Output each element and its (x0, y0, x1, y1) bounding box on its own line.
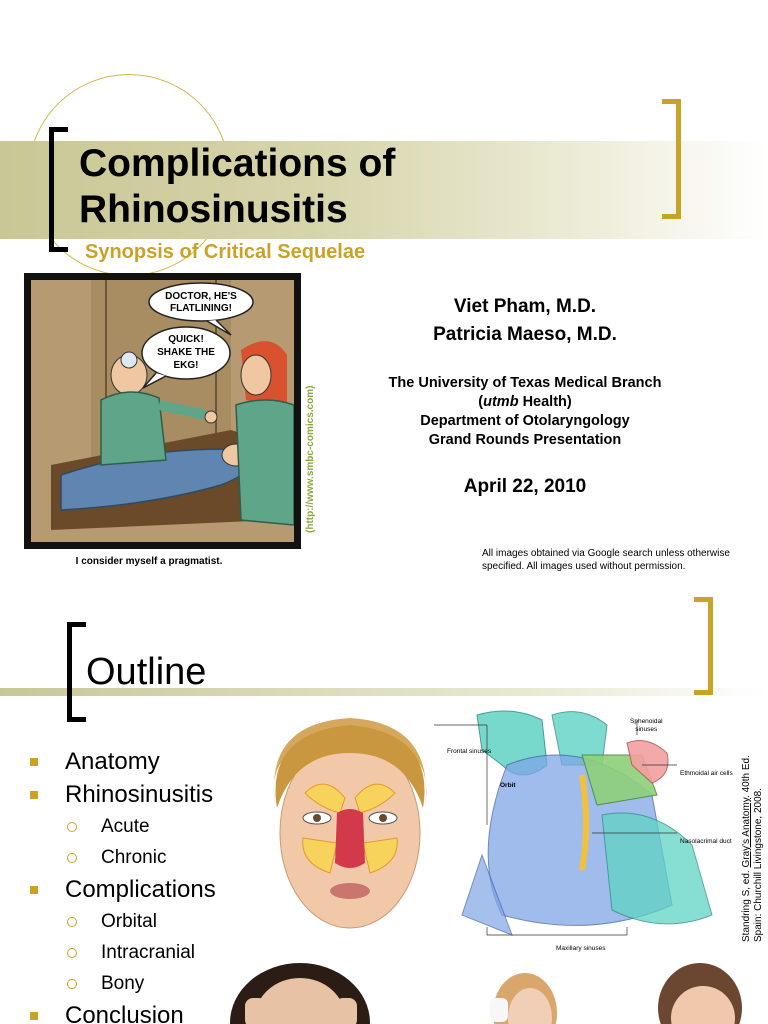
title-line-2: Rhinosinusitis (79, 188, 348, 231)
left-bracket (67, 622, 86, 722)
paren-open: ( (478, 394, 484, 410)
list-item (30, 778, 216, 811)
grays-anatomy-citation (741, 722, 765, 942)
institution-line-3: Department of Otolaryngology (420, 413, 630, 429)
sphenoidal-line-2: sinuses (635, 726, 658, 733)
citation-line-2: Spain: Churchill Livingstone, 2008. (753, 788, 764, 942)
outline-slide (0, 585, 768, 1024)
list-item (30, 937, 216, 968)
outline-title: Outline (86, 651, 207, 693)
author-list (360, 293, 690, 349)
circle-bullet-icon (67, 853, 77, 863)
institution-line-4: Grand Rounds Presentation (428, 432, 622, 448)
list-item-label: Orbital (101, 911, 157, 932)
comic-image (31, 280, 294, 542)
bubble2-line2: SHAKE THE (157, 347, 215, 358)
square-bullet-icon (30, 1012, 38, 1020)
diagram-label-nasolacrimal: Nasolacrimal duct (680, 838, 732, 845)
list-item (30, 968, 216, 999)
citation-link[interactable]: Gray's Anatomy (741, 797, 752, 868)
bubble2-line3: EKG! (173, 360, 199, 371)
diagram-label-sphenoidal (630, 718, 663, 734)
square-bullet-icon (30, 758, 38, 766)
citation-prefix: Standring S, ed. (741, 867, 752, 942)
comic-url-link[interactable]: (http://www.smbc-comics.com) (305, 385, 316, 533)
slide-subtitle: Synopsis of Critical Sequelae (85, 241, 366, 263)
right-bracket (694, 597, 713, 695)
circle-bullet-icon (67, 917, 77, 927)
diagram-label-maxillary: Maxillary sinuses (556, 945, 606, 952)
bubble2-line1: QUICK! (168, 334, 204, 345)
outline-list (30, 745, 216, 1024)
list-item (30, 745, 216, 778)
institution-block (352, 374, 698, 450)
square-bullet-icon (30, 791, 38, 799)
bubble1-line2: FLATLINING! (169, 303, 233, 314)
list-item (30, 999, 216, 1024)
list-item (30, 873, 216, 906)
slide-title (79, 141, 395, 233)
square-bullet-icon (30, 886, 38, 894)
title-line-1: Complications of (79, 142, 396, 185)
list-item (30, 811, 216, 842)
list-item-label: Intracranial (101, 942, 195, 963)
citation-line-1 (741, 722, 753, 942)
list-item-label: Conclusion (65, 1002, 184, 1024)
list-item-label: Chronic (101, 847, 167, 868)
circle-bullet-icon (67, 979, 77, 989)
diagram-label-orbit: Orbit (500, 782, 516, 789)
left-bracket (49, 127, 68, 252)
list-item (30, 842, 216, 873)
institution-line-1: The University of Texas Medical Branch (388, 375, 662, 391)
list-item-label: Anatomy (65, 748, 160, 775)
list-item-label: Complications (65, 876, 216, 903)
diagram-label-frontal: Frontal sinuses (447, 748, 492, 755)
list-item (30, 906, 216, 937)
patient-photo-strip (225, 963, 768, 1024)
list-item-label: Acute (101, 816, 150, 837)
institution-line-2 (352, 393, 698, 412)
sphenoidal-line-1: Sphenoidal (630, 718, 663, 725)
sinus-anatomy-diagram (432, 705, 732, 955)
utmb-italic: utmb (483, 394, 519, 410)
circle-bullet-icon (67, 822, 77, 832)
image-disclaimer: All images obtained via Google search unless otherwise specified. All images used without permission. (482, 548, 730, 572)
comic-caption: I consider myself a pragmatist. (75, 556, 223, 567)
list-item-label: Rhinosinusitis (65, 781, 214, 808)
comic-panel (24, 273, 301, 549)
presentation-date: April 22, 2010 (463, 476, 587, 497)
circle-bullet-icon (67, 948, 77, 958)
author-2: Patricia Maeso, M.D. (433, 324, 617, 345)
right-bracket (662, 99, 681, 219)
author-1: Viet Pham, M.D. (453, 296, 597, 317)
sinus-face-illustration (255, 713, 445, 949)
health-text: Health) (518, 394, 572, 410)
citation-suffix: . 40th Ed. (741, 755, 752, 798)
list-item-label: Bony (101, 973, 145, 994)
diagram-label-ethmoidal: Ethmoidal air cells (680, 770, 733, 777)
bubble1-line1: DOCTOR, HE'S (165, 291, 237, 302)
